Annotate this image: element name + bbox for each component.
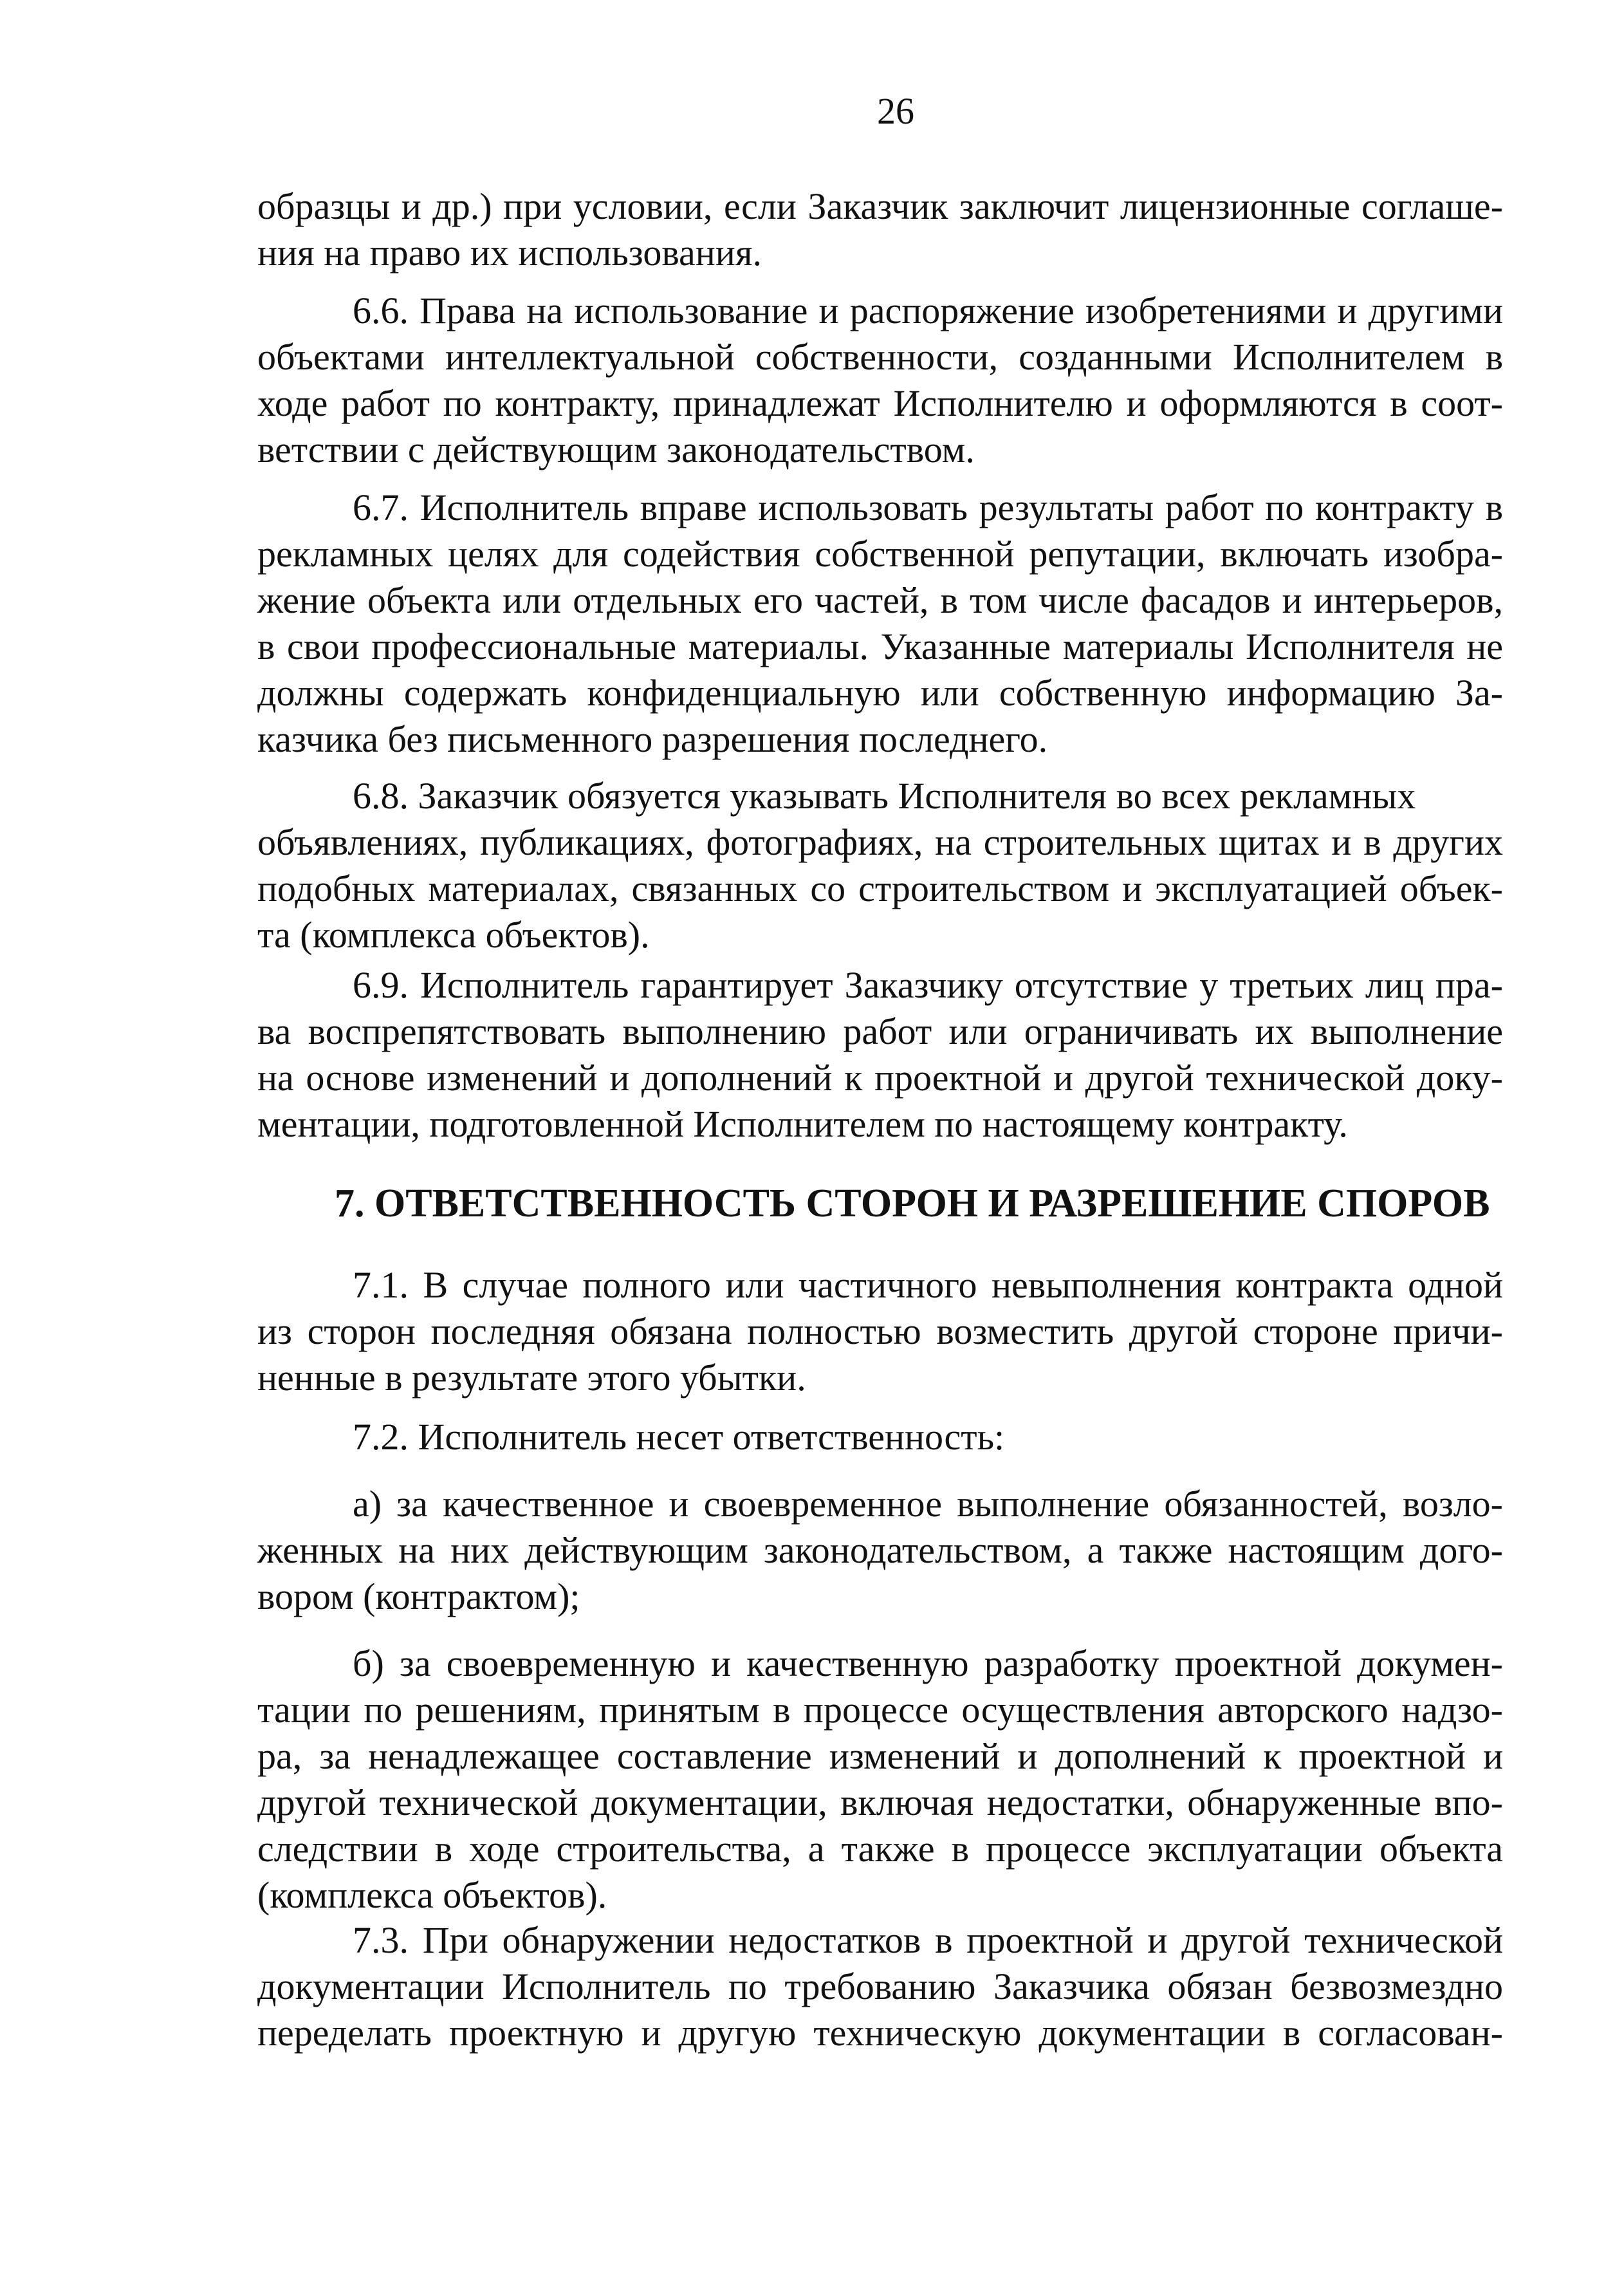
text-line: объектами интеллектуальной собственности, созданными Исполнителем в [257,336,1503,378]
text-line: ветствии с действующим законодательством. [257,429,975,470]
text-line: подобных материалах, связанных со строительством и эксплуатацией объек- [257,868,1503,909]
section-heading: 7. ОТВЕТСТВЕННОСТЬ СТОРОН И РАЗРЕШЕНИЕ СПОРОВ [335,1182,1490,1225]
text-line: рекламных целях для содействия собственной репутации, включать изобра- [257,533,1503,575]
text-line: та (комплекса объектов). [257,914,650,956]
text-line: в свои профессиональные материалы. Указанные материалы Исполнителя не [257,626,1503,667]
text-line: 7.3. При обнаружении недостатков в проектной и другой технической [353,1919,1503,1961]
text-line: документации Исполнитель по требованию Заказчика обязан безвозмездно [257,1966,1503,2007]
text-line: другой технической документации, включая недостатки, обнаруженные впо- [257,1781,1503,1823]
text-line: 7.2. Исполнитель несет ответственность: [353,1416,1005,1458]
text-line: 6.7. Исполнитель вправе использовать результаты работ по контракту в [353,487,1503,528]
text-line: переделать проектную и другую техническую документации в согласован- [257,2012,1503,2054]
text-line: (комплекса объектов). [257,1874,607,1916]
text-line: 6.8. Заказчик обязуется указывать Исполнителя во всех рекламных [353,775,1416,817]
text-line: ментации, подготовленной Исполнителем по настоящему контракту. [257,1103,1348,1145]
text-line: должны содержать конфиденциальную или собственную информацию За- [257,672,1503,714]
text-line: ра, за ненадлежащее составление изменений и дополнений к проектной и [257,1735,1503,1777]
text-line: образцы и др.) при условии, если Заказчик заключит лицензионные соглаше- [257,185,1503,227]
text-line: ния на право их использования. [257,232,762,274]
text-line: 6.6. Права на использование и распоряжение изобретениями и другими [353,290,1503,331]
text-line: 7.1. В случае полного или частичного невыполнения контракта одной [353,1264,1503,1306]
text-line: объявлениях, публикациях, фотографиях, на строительных щитах и в других [257,821,1503,863]
text-line: ненные в результате этого убытки. [257,1357,806,1399]
text-line: а) за качественное и своевременное выполнение обязанностей, возло- [353,1483,1503,1525]
text-line: казчика без письменного разрешения последнего. [257,718,1048,760]
text-line: следствии в ходе строительства, а также в процессе эксплуатации объекта [257,1828,1503,1870]
text-line: вором (контрактом); [257,1575,580,1617]
page-number: 26 [877,90,914,132]
text-line: из сторон последняя обязана полностью возместить другой стороне причи- [257,1310,1503,1352]
text-line: ходе работ по контракту, принадлежат Исполнителю и оформляются в соот- [257,382,1503,424]
text-line: женных на них действующим законодательством, а также настоящим дого- [257,1529,1503,1571]
text-line: жение объекта или отдельных его частей, в том числе фасадов и интерьеров, [257,579,1503,621]
text-line: 6.9. Исполнитель гарантирует Заказчику отсутствие у третьих лиц пра- [353,964,1503,1006]
text-line: б) за своевременную и качественную разработку проектной докумен- [353,1642,1503,1684]
text-line: ва воспрепятствовать выполнению работ или ограничивать их выполнение [257,1010,1503,1052]
text-line: на основе изменений и дополнений к проектной и другой технической доку- [257,1057,1503,1099]
text-line: тации по решениям, принятым в процессе осуществления авторского надзо- [257,1689,1503,1731]
